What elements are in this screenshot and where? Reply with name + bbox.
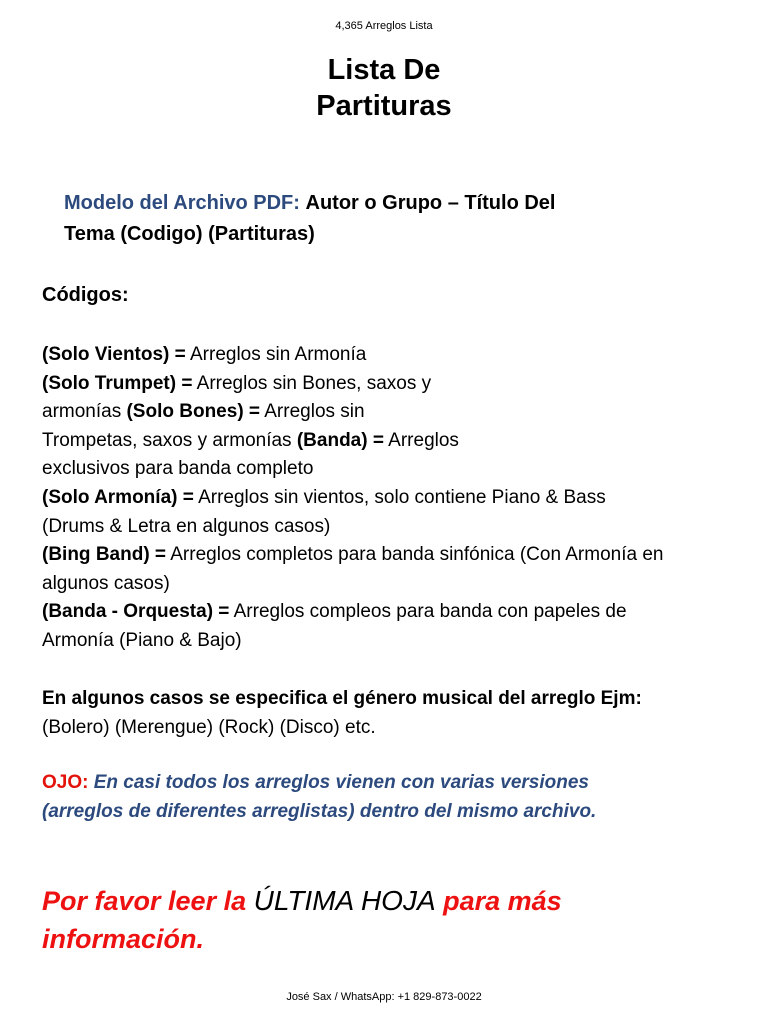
code-line (42, 427, 732, 456)
code-desc: Arreglos sin Bones, saxos y (192, 372, 432, 394)
code-line (42, 370, 732, 399)
ojo-note (42, 768, 742, 826)
codes-list (42, 341, 732, 656)
code-desc: Arreglos sin (260, 401, 365, 423)
file-model-section (64, 188, 644, 250)
code-desc: armonías (42, 401, 127, 423)
code-banda-orquesta: (Banda - Orquesta) = (42, 601, 230, 623)
code-desc: Arreglos completos para banda sinfónica (Con Armonía en (166, 544, 664, 566)
code-desc: exclusivos para banda completo (42, 458, 314, 480)
cta-part-1: Por favor leer la (42, 886, 254, 916)
read-last-page-note (42, 882, 742, 958)
file-model-pattern-1: Autor o Grupo – Título Del (305, 192, 556, 214)
code-line (42, 398, 732, 427)
code-banda: (Banda) = (296, 429, 384, 451)
header-count: 4,365 Arreglos Lista (335, 20, 433, 32)
code-desc: Trompetas, saxos y armonías (42, 429, 297, 451)
code-desc: Arreglos sin Armonía (185, 344, 367, 365)
file-model-label: Modelo del Archivo PDF: (64, 192, 300, 214)
code-line (42, 341, 732, 370)
code-bing-band: (Bing Band) = (42, 544, 167, 566)
code-solo-trumpet: (Solo Trumpet) = (42, 372, 193, 394)
code-line (42, 484, 732, 513)
code-solo-armonia: (Solo Armonía) = (42, 486, 194, 508)
code-line (42, 627, 732, 656)
code-desc: Arreglos compleos para banda con papeles de (229, 601, 627, 623)
page-title (0, 52, 768, 124)
code-line (42, 513, 732, 542)
file-model-pattern-2: Tema (Codigo) (Partituras) (64, 223, 315, 245)
code-solo-bones: (Solo Bones) = (126, 401, 261, 423)
title-line-2: Partituras (316, 90, 452, 122)
code-desc: Arreglos sin vientos, solo contiene Piano & Bass (193, 486, 606, 508)
title-line-1: Lista De (327, 54, 441, 86)
code-line (42, 598, 732, 627)
ojo-text-2: (arreglos de diferentes arreglistas) dentro del mismo archivo. (42, 801, 597, 822)
code-line (42, 570, 732, 599)
footer-contact: José Sax / WhatsApp: +1 829-873-0022 (286, 991, 482, 1003)
genre-examples: (Bolero) (Merengue) (Rock) (Disco) etc. (42, 717, 376, 738)
codes-heading: Códigos: (42, 284, 129, 306)
ojo-text-1: En casi todos los arreglos vienen con varias versiones (88, 772, 589, 793)
code-desc: Arreglos (383, 429, 459, 451)
code-line (42, 455, 732, 484)
code-solo-vientos: (Solo Vientos) = (42, 344, 186, 365)
genre-heading: En algunos casos se especifica el género musical del arreglo Ejm: (42, 688, 642, 709)
genre-section (42, 684, 742, 742)
cta-emphasis: ÚLTIMA HOJA (253, 885, 436, 916)
ojo-label: OJO: (42, 772, 89, 793)
code-desc: Armonía (Piano & Bajo) (42, 629, 242, 651)
code-line (42, 541, 732, 570)
cta-part-3: información. (42, 924, 205, 954)
code-desc: algunos casos) (42, 572, 170, 594)
cta-part-2: para más (435, 886, 562, 916)
code-desc: (Drums & Letra en algunos casos) (42, 515, 331, 537)
